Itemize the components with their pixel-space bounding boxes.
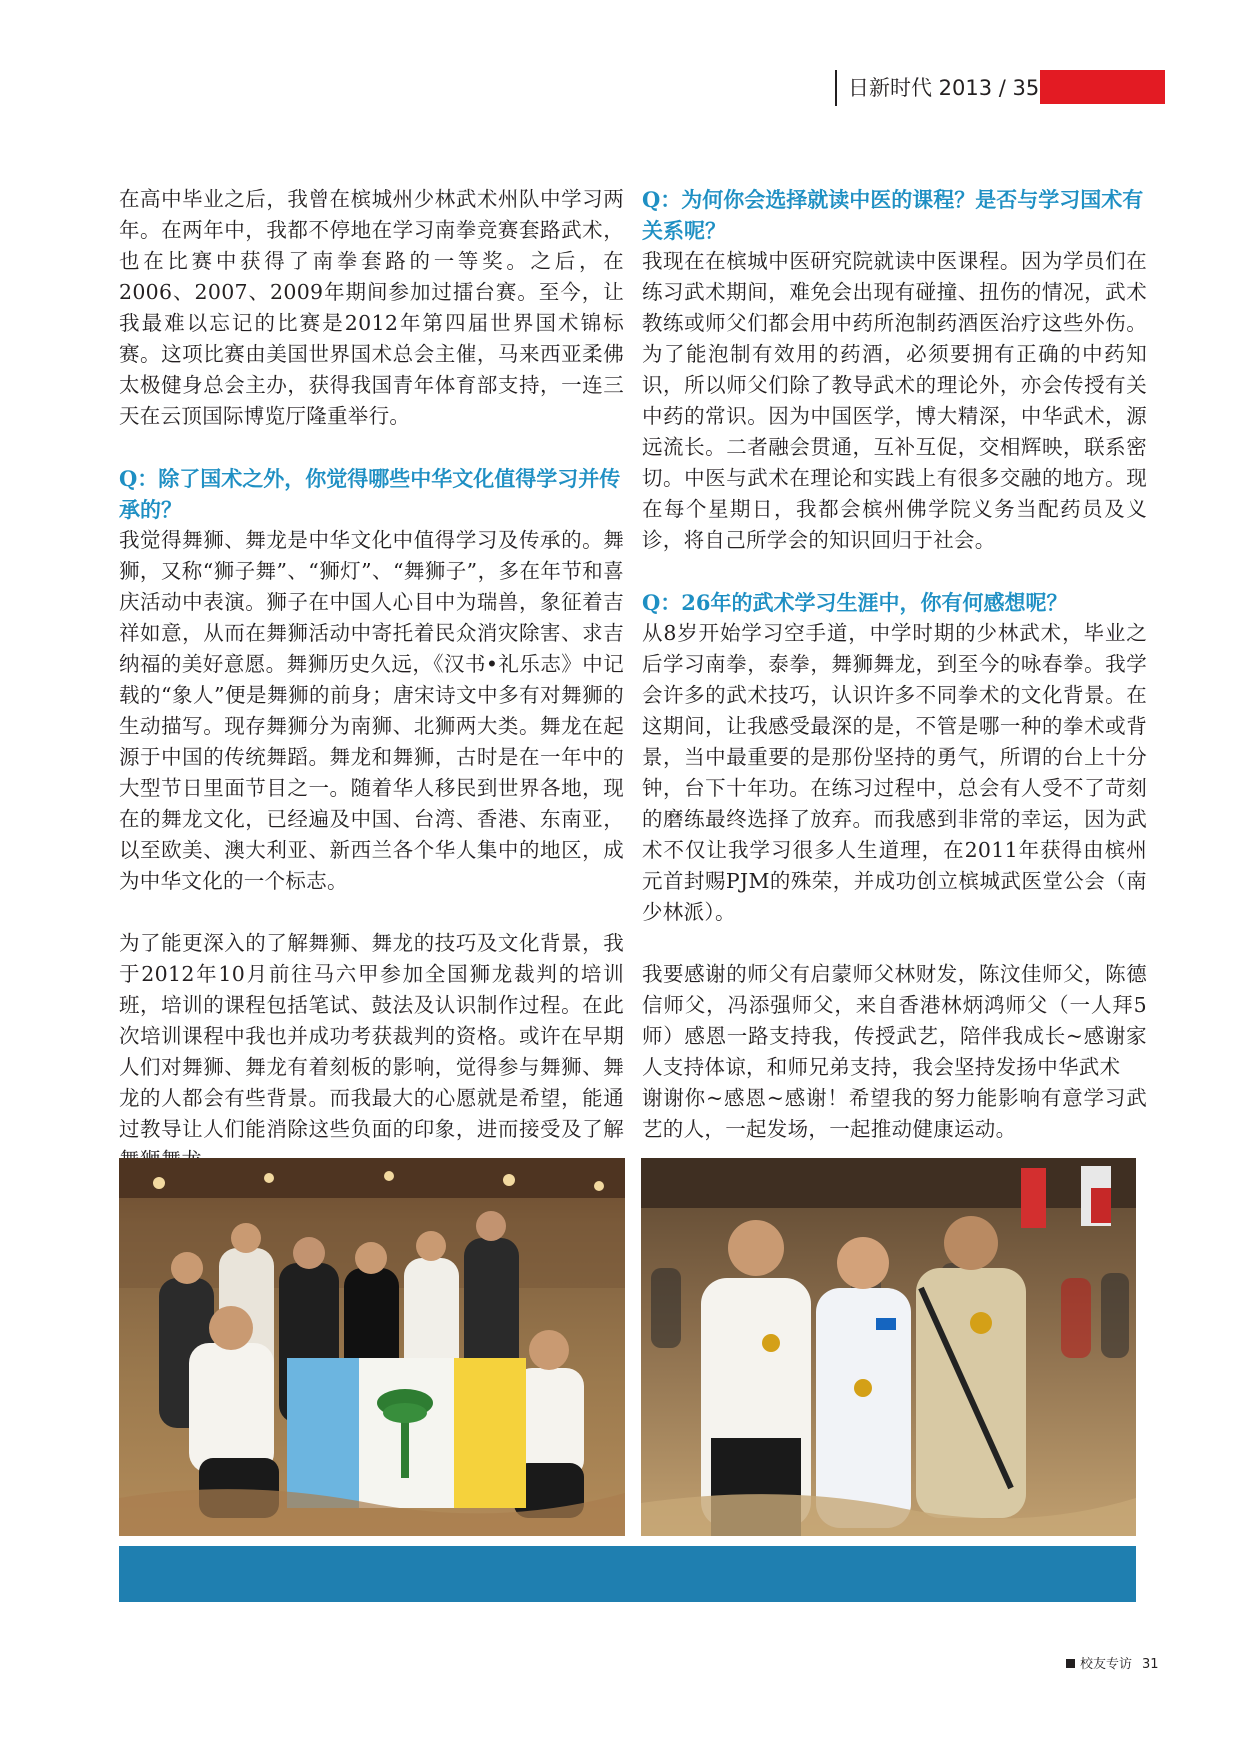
page-number: 31 [1142, 1657, 1159, 1672]
photo-group-with-flag [119, 1158, 625, 1536]
paragraph-thanks: 我要感谢的师父有启蒙师父林财发，陈汶佳师父，陈德信师父，冯添强师父，来自香港林炳鸿师父（一人拜5师）感恩一路支持我，传授武艺，陪伴我成长~感谢家人支持体谅，和师兄弟支持，我会坚持发扬中华武术 [642, 962, 1147, 1079]
left-column [119, 184, 624, 1176]
paragraph-martial-arts-journey: 从8岁开始学习空手道，中学时期的少林武术，毕业之后学习南拳，泰拳，舞狮舞龙，到至今的咏春拳。我学会许多的武术技巧，认识许多不同拳术的文化背景。在这期间，让我感受最深的是，不管是哪一种的拳术或背景，当中最重要的是那份坚持的勇气，所谓的台上十分钟，台下十年功。在练习过程中，总会有人受不了苛刻的磨练最终选择了放弃。而我感到非常的幸运，因为武术不仅让我学习很多人生道理，在2011年获得由槟州元首封赐PJM的殊荣，并成功创立槟城武医堂公会（南少林派）。 [642, 621, 1147, 924]
header-divider [835, 70, 837, 106]
right-column [642, 184, 1147, 1145]
page-footer [1066, 1655, 1159, 1675]
footer-square-icon [1066, 1659, 1075, 1668]
header-red-bar [1040, 70, 1165, 104]
paragraph-judge-training: 为了能更深入的了解舞狮、舞龙的技巧及文化背景，我于2012年10月前往马六甲参加全国狮龙裁判的培训班，培训的课程包括笔试、鼓法及认识制作过程。在此次培训课程中我也并成功考获裁判的资格。或许在早期人们对舞狮、舞龙有着刻板的影响，觉得参与舞狮、舞龙的人都会有些背景。而我最大的心愿就是希望，能通过教导让人们能消除这些负面的印象，进而接受及了解 [119, 931, 624, 1141]
question-martial-arts-reflection: Q：26年的武术学习生涯中，你有何感想呢？ [642, 590, 1068, 615]
photo-three-medalists [641, 1158, 1136, 1536]
question-chinese-medicine: Q：为何你会选择就读中医的课程？是否与学习国术有关系呢？ [642, 187, 1144, 243]
running-header: 日新时代 2013 / 35 [848, 76, 1040, 100]
paragraph-closing: 谢谢你~感恩~感谢！希望我的努力能影响有意学习武艺的人，一起发场，一起推动健康运动。 [642, 1086, 1147, 1141]
paragraph-lion-dragon-dance: 我觉得舞狮、舞龙是中华文化中值得学习及传承的。舞狮，又称“狮子舞”、“狮灯”、“舞狮子”，多在年节和喜庆活动中表演。狮子在中国人心目中为瑞兽，象征着吉祥如意，从而在舞狮活动中寄托着民众消灾除害、求吉纳福的美好意愿。舞狮历史久远，《汉书•礼乐志》中记载的“象人”便是舞狮的前身；唐宋诗文中多有对舞狮的生动描写。现存舞狮分为南狮、北狮两大类。舞龙在起源于中国的传统舞蹈。舞龙和舞狮，古时是在一年中的大型节日里面节目之一。随着华人移民到世界各地，现在的舞龙文化，已经遍及中国、台湾、香港、东南亚，以至欧美、澳大利亚、新西兰各个华人集中的地区，成为中华文化的一个标志。 [119, 528, 624, 893]
footer-section: 校友专访 [1080, 1657, 1133, 1672]
caption-band [119, 1546, 1136, 1602]
paragraph-competition: 在高中毕业之后，我曾在槟城州少林武术州队中学习两年。在两年中，我都不停地在学习南拳竞赛套路武术，也在比赛中获得了南拳套路的一等奖。之后，在2006、2007、2009年期间参加过擂台赛。至今，让我最难以忘记的比赛是2012年第四届世界国术锦标赛。这项比赛由美国世界国术总会主催，马来西亚柔佛太极健身总会主办，获得我国青年体育部支持，一连三天在云顶国际博览厅隆重举行。 [119, 187, 624, 428]
question-chinese-culture: Q：除了国术之外，你觉得哪些中华文化值得学习并传承的？ [119, 466, 621, 522]
paragraph-medicine-studies: 我现在在槟城中医研究院就读中医课程。因为学员们在练习武术期间，难免会出现有碰撞、扭伤的情况，武术教练或师父们都会用中药所泡制药酒医治疗这些外伤。为了能泡制有效用的药酒，必须要拥有正确的中药知识，所以师父们除了教导武术的理论外，亦会传授有关中药的常识。因为中国医学，博大精深，中华武术，源远流长。二者融会贯通，互补互促，交相辉映，联系密切。中医与武术在理论和实践上有很多交融的地方。现在每个星期日，我都会槟州佛学院义务当配药员及义诊，将自己所学会的知识回归于社会。 [642, 249, 1147, 552]
